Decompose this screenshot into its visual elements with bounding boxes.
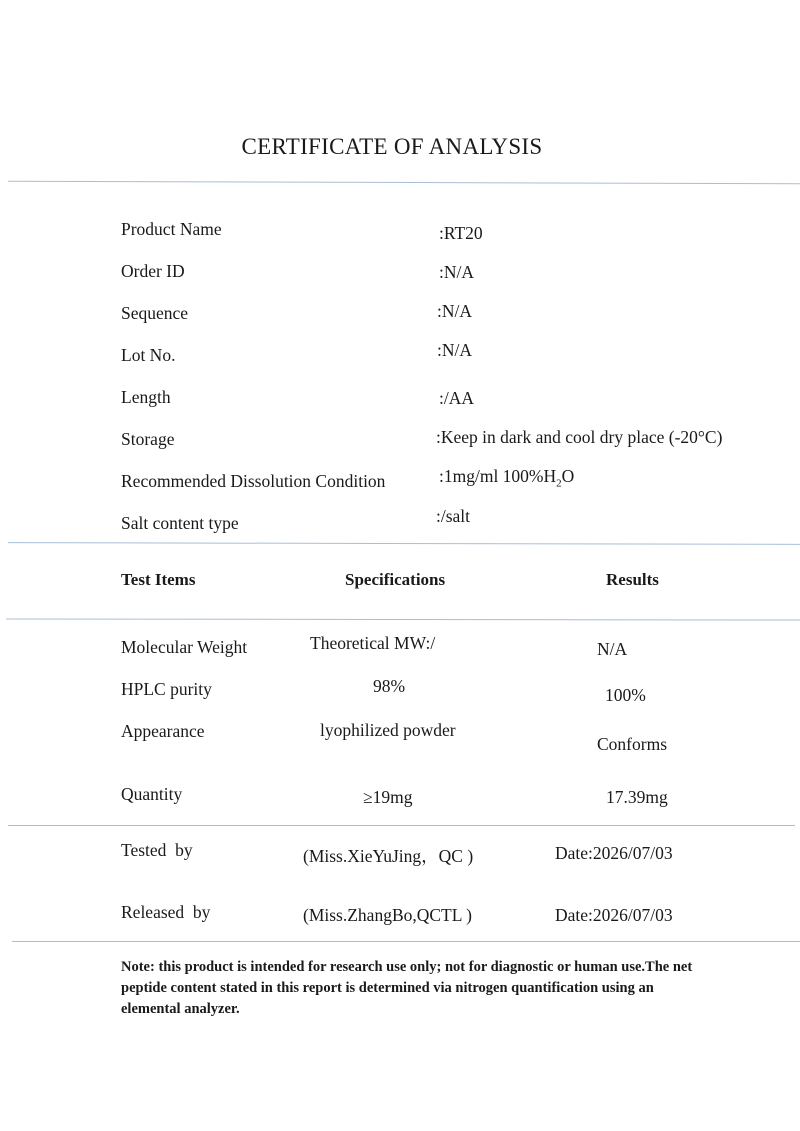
info-value-length: :/AA (439, 388, 474, 408)
row-spec-appearance: lyophilized powder (320, 720, 456, 740)
divider (8, 825, 795, 826)
info-value-order-id: :N/A (439, 262, 474, 282)
tested-by-label: Tested by (121, 840, 193, 860)
info-value-dissolution (439, 466, 574, 490)
info-value-sequence: :N/A (437, 301, 472, 321)
divider (6, 618, 800, 620)
released-by-date: Date:2026/07/03 (555, 905, 673, 925)
row-spec-quantity: ≥19mg (363, 787, 413, 807)
row-item-appearance: Appearance (121, 721, 205, 741)
header-results: Results (606, 570, 659, 589)
document-title: CERTIFICATE OF ANALYSIS (241, 134, 543, 159)
divider (8, 181, 800, 184)
row-item-molecular-weight: Molecular Weight (121, 637, 248, 657)
tested-by-date: Date:2026/07/03 (555, 843, 673, 863)
header-specifications: Specifications (345, 570, 446, 589)
row-item-hplc-purity: HPLC purity (121, 679, 212, 699)
released-by-label: Released by (121, 902, 211, 922)
dissolution-subscript: 2 (556, 477, 562, 490)
row-spec-hplc-purity: 98% (373, 676, 406, 696)
info-label-length: Length (121, 387, 171, 407)
info-label-product-name: Product Name (121, 219, 222, 239)
info-value-storage: :Keep in dark and cool dry place (-20°C) (436, 427, 723, 447)
divider (8, 542, 800, 545)
row-spec-molecular-weight: Theoretical MW:/ (310, 633, 436, 653)
row-result-molecular-weight: N/A (597, 639, 628, 659)
row-result-hplc-purity: 100% (605, 685, 646, 705)
info-label-order-id: Order ID (121, 261, 185, 281)
released-by-person: (Miss.ZhangBo,QCTL ) (303, 905, 472, 925)
dissolution-text: :1mg/ml 100%H (439, 466, 557, 486)
dissolution-text-end: O (561, 466, 575, 486)
divider (12, 941, 800, 942)
header-test-items: Test Items (121, 570, 196, 589)
info-value-lot-no: :N/A (437, 340, 472, 360)
info-label-dissolution: Recommended Dissolution Condition (121, 471, 386, 491)
tested-by-person: (Miss.XieYuJing，QC ) (303, 846, 474, 866)
disclaimer-note: Note: this product is intended for research use only; not for diagnostic or human use.The net peptide content stated in this report is determined via nitrogen quantification using an elemental analyzer. (121, 959, 693, 1017)
info-label-salt-content: Salt content type (121, 513, 239, 533)
info-label-sequence: Sequence (121, 303, 189, 323)
row-result-quantity: 17.39mg (606, 787, 668, 807)
info-label-storage: Storage (121, 429, 175, 449)
info-value-product-name: :RT20 (439, 223, 483, 243)
row-result-appearance: Conforms (597, 734, 667, 754)
info-value-salt-content: :/salt (436, 506, 471, 526)
row-item-quantity: Quantity (121, 784, 183, 804)
info-label-lot-no: Lot No. (121, 345, 176, 365)
